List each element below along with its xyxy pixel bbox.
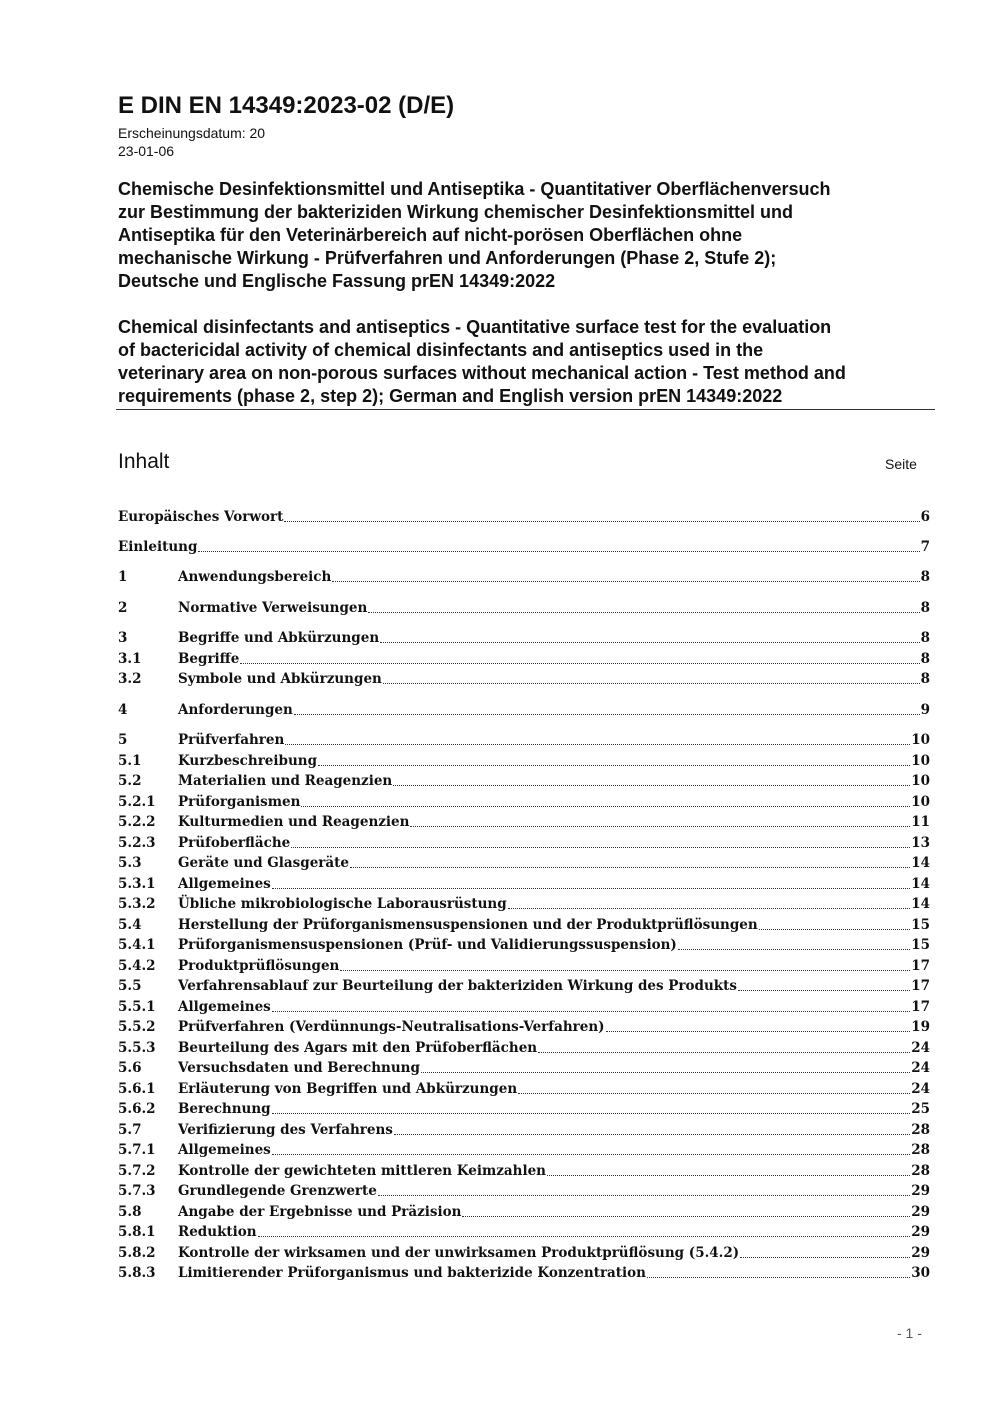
footer-page-number: - 1 - bbox=[897, 1325, 922, 1341]
publication-date-line-1: Erscheinungsdatum: 20 bbox=[118, 125, 266, 141]
toc-entry[interactable] bbox=[118, 1079, 930, 1099]
toc-dot-leader bbox=[410, 826, 910, 827]
title-divider bbox=[116, 409, 935, 410]
toc-dot-leader bbox=[332, 581, 919, 582]
toc-entry-number: 5.7.2 bbox=[118, 1163, 156, 1179]
toc-entry-page: 29 bbox=[911, 1204, 930, 1220]
toc-entry[interactable] bbox=[118, 874, 930, 894]
toc-entry[interactable] bbox=[118, 700, 930, 720]
toc-entry-title: Prüfverfahren bbox=[178, 732, 285, 748]
toc-entry-page: 24 bbox=[911, 1040, 930, 1056]
toc-entry-page: 17 bbox=[911, 978, 930, 994]
toc-entry-number: 1 bbox=[118, 569, 128, 585]
toc-entry-title: Verfahrensablauf zur Beurteilung der bakteriziden Wirkung des Produkts bbox=[178, 978, 737, 994]
toc-entry-page: 15 bbox=[911, 917, 930, 933]
toc-entry[interactable] bbox=[118, 1243, 930, 1263]
toc-entry[interactable] bbox=[118, 915, 930, 935]
toc-entry-number: 5.7 bbox=[118, 1122, 142, 1138]
toc-entry-title: Allgemeines bbox=[178, 876, 271, 892]
toc-entry-number: 4 bbox=[118, 702, 128, 718]
toc-entry-title: Begriffe und Abkürzungen bbox=[178, 630, 380, 646]
toc-entry-page: 10 bbox=[911, 753, 930, 769]
toc-entry-number: 5.3.2 bbox=[118, 896, 156, 912]
toc-entry[interactable] bbox=[118, 956, 930, 976]
toc-entry-title: Angabe der Ergebnisse und Präzision bbox=[178, 1204, 462, 1220]
toc-dot-leader bbox=[421, 1072, 910, 1073]
toc-entry-page: 28 bbox=[911, 1142, 930, 1158]
toc-entry-number: 5.6.2 bbox=[118, 1101, 156, 1117]
toc-entry-page: 8 bbox=[920, 671, 930, 687]
title-german: Chemische Desinfektionsmittel und Antiseptika - Quantitativer Oberflächenversuch zur Bestimmung der bakteriziden Wirkung chemischer Desinfektionsmittel und Antiseptika für den Veterinärbereich auf nicht-porösen Oberflächen ohne mechanische Wirkung - Prüfverfahren und Anforderungen (Phase 2, Stufe 2); Deutsche und Englische Fassung prEN 14349:2022 bbox=[118, 179, 831, 291]
toc-entry-title: Kulturmedien und Reagenzien bbox=[178, 814, 410, 830]
toc-entry-number: 2 bbox=[118, 600, 128, 616]
toc-entry-page: 14 bbox=[911, 896, 930, 912]
title-english: Chemical disinfectants and antiseptics - Quantitative surface test for the evaluation of bactericidal activity of chemical disinfectants and antiseptics used in the veterinary area on non-porous surfaces without mechanical action - Test method and requirements (phase 2, step 2); German and English version prEN 14349:2022 bbox=[118, 317, 846, 406]
toc-entry-title: Anwendungsbereich bbox=[178, 569, 332, 585]
toc-dot-leader bbox=[678, 949, 910, 950]
toc-dot-leader bbox=[547, 1175, 910, 1176]
toc-entry-title: Kurzbeschreibung bbox=[178, 753, 318, 769]
toc-dot-leader bbox=[240, 663, 919, 664]
toc-entry-page: 8 bbox=[920, 651, 930, 667]
toc-entry-title: Geräte und Glasgeräte bbox=[178, 855, 349, 871]
toc-entry[interactable] bbox=[118, 935, 930, 955]
toc-dot-leader bbox=[318, 765, 910, 766]
toc-dot-leader bbox=[272, 1011, 910, 1012]
toc-entry-number: 5.2.1 bbox=[118, 794, 156, 810]
toc-entry[interactable] bbox=[118, 792, 930, 812]
toc-entry-page: 8 bbox=[920, 569, 930, 585]
toc-entry[interactable] bbox=[118, 567, 930, 587]
toc-entry-page: 10 bbox=[911, 732, 930, 748]
toc-entry[interactable] bbox=[118, 669, 930, 689]
toc-entry-number: 5.5 bbox=[118, 978, 142, 994]
toc-dot-leader bbox=[740, 1257, 910, 1258]
toc-entry-number: 5.2.3 bbox=[118, 835, 156, 851]
toc-entry[interactable] bbox=[118, 1120, 930, 1140]
toc-dot-leader bbox=[291, 847, 910, 848]
toc-entry-page: 29 bbox=[911, 1245, 930, 1261]
toc-entry[interactable] bbox=[118, 598, 930, 618]
toc-dot-leader bbox=[538, 1052, 910, 1053]
toc-entry-title: Erläuterung von Begriffen und Abkürzungen bbox=[178, 1081, 518, 1097]
toc-entry-page: 24 bbox=[911, 1060, 930, 1076]
toc-entry-title: Kontrolle der gewichteten mittleren Keimzahlen bbox=[178, 1163, 546, 1179]
toc-entry[interactable] bbox=[118, 751, 930, 771]
toc-entry-page: 25 bbox=[911, 1101, 930, 1117]
toc-dot-leader bbox=[301, 806, 910, 807]
toc-entry-title: Europäisches Vorwort bbox=[118, 509, 284, 525]
toc-entry[interactable] bbox=[118, 1181, 930, 1201]
toc-entry-number: 5.4.2 bbox=[118, 958, 156, 974]
toc-entry-page: 10 bbox=[911, 773, 930, 789]
toc-dot-leader bbox=[380, 642, 919, 643]
toc-dot-leader bbox=[518, 1093, 910, 1094]
toc-dot-leader bbox=[285, 744, 910, 745]
toc-entry-page: 17 bbox=[911, 999, 930, 1015]
toc-entry[interactable] bbox=[118, 853, 930, 873]
toc-dot-leader bbox=[272, 1154, 910, 1155]
toc-dot-leader bbox=[738, 990, 910, 991]
toc-entry-page: 17 bbox=[911, 958, 930, 974]
toc-entry-number: 5.4.1 bbox=[118, 937, 156, 953]
toc-dot-leader bbox=[294, 714, 920, 715]
toc-entry-title: Allgemeines bbox=[178, 999, 271, 1015]
toc-entry[interactable] bbox=[118, 1263, 930, 1283]
toc-entry-title: Prüforganismensuspensionen (Prüf- und Validierungssuspension) bbox=[178, 937, 677, 953]
toc-entry-number: 3.1 bbox=[118, 651, 142, 667]
toc-entry-title: Berechnung bbox=[178, 1101, 271, 1117]
toc-entry-title: Allgemeines bbox=[178, 1142, 271, 1158]
toc-entry[interactable] bbox=[118, 1222, 930, 1242]
toc-dot-leader bbox=[198, 551, 919, 552]
toc-entry-title: Limitierender Prüforganismus und bakterizide Konzentration bbox=[178, 1265, 646, 1281]
toc-entry-page: 9 bbox=[920, 702, 930, 718]
toc-dot-leader bbox=[284, 521, 919, 522]
toc-entry-number: 5.5.3 bbox=[118, 1040, 156, 1056]
toc-dot-leader bbox=[606, 1031, 911, 1032]
toc-entry-page: 10 bbox=[911, 794, 930, 810]
toc-entry-title: Grundlegende Grenzwerte bbox=[178, 1183, 377, 1199]
toc-entry[interactable] bbox=[118, 1058, 930, 1078]
toc-entry-page: 15 bbox=[911, 937, 930, 953]
toc-entry-number: 5.8.1 bbox=[118, 1224, 156, 1240]
toc-dot-leader bbox=[350, 867, 910, 868]
toc-entry-title: Anforderungen bbox=[178, 702, 293, 718]
toc-entry-number: 3 bbox=[118, 630, 128, 646]
toc-entry-number: 5.5.1 bbox=[118, 999, 156, 1015]
toc-entry[interactable] bbox=[118, 730, 930, 750]
toc-entry-page: 6 bbox=[920, 509, 930, 525]
toc-entry[interactable] bbox=[118, 833, 930, 853]
toc-entry-page: 14 bbox=[911, 855, 930, 871]
toc-dot-leader bbox=[394, 1134, 910, 1135]
toc-entry-number: 5.6.1 bbox=[118, 1081, 156, 1097]
toc-entry-page: 28 bbox=[911, 1163, 930, 1179]
toc-entry-number: 5.8 bbox=[118, 1204, 142, 1220]
publication-date-line-2: 23-01-06 bbox=[118, 143, 175, 159]
toc-entry[interactable] bbox=[118, 1017, 930, 1037]
toc-entry[interactable] bbox=[118, 1140, 930, 1160]
toc-dot-leader bbox=[272, 1113, 911, 1114]
toc-entry-number: 5.2 bbox=[118, 773, 142, 789]
toc-entry-title: Prüfoberfläche bbox=[178, 835, 291, 851]
toc-entry-number: 5.3 bbox=[118, 855, 142, 871]
toc-dot-leader bbox=[368, 612, 919, 613]
toc-entry[interactable] bbox=[118, 812, 930, 832]
toc-entry-number: 5.7.3 bbox=[118, 1183, 156, 1199]
toc-dot-leader bbox=[759, 929, 911, 930]
toc-entry[interactable] bbox=[118, 997, 930, 1017]
toc-dot-leader bbox=[258, 1236, 911, 1237]
toc-dot-leader bbox=[462, 1216, 910, 1217]
toc-entry[interactable] bbox=[118, 537, 930, 557]
toc-entry-title: Normative Verweisungen bbox=[178, 600, 368, 616]
toc-dot-leader bbox=[508, 908, 911, 909]
toc-dot-leader bbox=[383, 683, 920, 684]
toc-entry-number: 5.1 bbox=[118, 753, 142, 769]
toc-page-column-label: Seite bbox=[885, 456, 917, 472]
toc-entry-title: Versuchsdaten und Berechnung bbox=[178, 1060, 420, 1076]
toc-entry-number: 5.7.1 bbox=[118, 1142, 156, 1158]
toc-entry-page: 8 bbox=[920, 600, 930, 616]
toc-entry-number: 5 bbox=[118, 732, 128, 748]
toc-entry-title: Produktprüflösungen bbox=[178, 958, 340, 974]
toc-dot-leader bbox=[378, 1195, 910, 1196]
toc-entry-number: 5.4 bbox=[118, 917, 142, 933]
toc-entry-title: Reduktion bbox=[178, 1224, 257, 1240]
publication-date bbox=[118, 124, 265, 160]
toc-entry-title: Prüforganismen bbox=[178, 794, 301, 810]
toc-entry-page: 13 bbox=[911, 835, 930, 851]
toc-entry-page: 11 bbox=[911, 814, 930, 830]
toc-dot-leader bbox=[393, 785, 910, 786]
toc-entry-number: 3.2 bbox=[118, 671, 142, 687]
toc-entry[interactable] bbox=[118, 1161, 930, 1181]
toc-entry[interactable] bbox=[118, 1099, 930, 1119]
toc-entry-title: Einleitung bbox=[118, 539, 198, 555]
toc-entry[interactable] bbox=[118, 628, 930, 648]
toc-entry-title: Symbole und Abkürzungen bbox=[178, 671, 382, 687]
toc-entry-number: 5.6 bbox=[118, 1060, 142, 1076]
toc-heading: Inhalt bbox=[118, 450, 170, 473]
toc-entry-number: 5.8.3 bbox=[118, 1265, 156, 1281]
toc-entry[interactable] bbox=[118, 1202, 930, 1222]
toc-entry[interactable] bbox=[118, 894, 930, 914]
toc-entry-number: 5.2.2 bbox=[118, 814, 156, 830]
toc-entry[interactable] bbox=[118, 649, 930, 669]
toc-dot-leader bbox=[647, 1277, 910, 1278]
toc-entry[interactable] bbox=[118, 1038, 930, 1058]
toc-entry-page: 30 bbox=[911, 1265, 930, 1281]
toc-entry-page: 7 bbox=[920, 539, 930, 555]
toc-dot-leader bbox=[272, 888, 910, 889]
toc-entry-title: Kontrolle der wirksamen und der unwirksamen Produktprüflösung (5.4.2) bbox=[178, 1245, 740, 1261]
toc-entry-title: Materialien und Reagenzien bbox=[178, 773, 393, 789]
toc-entry-page: 28 bbox=[911, 1122, 930, 1138]
toc-entry-title: Herstellung der Prüforganismensuspensionen und der Produktprüflösungen bbox=[178, 917, 758, 933]
toc-entry-page: 29 bbox=[911, 1183, 930, 1199]
document-id: E DIN EN 14349:2023-02 (D/E) bbox=[118, 92, 455, 119]
toc-entry-title: Verifizierung des Verfahrens bbox=[178, 1122, 393, 1138]
toc-entry-number: 5.5.2 bbox=[118, 1019, 156, 1035]
toc-entry[interactable] bbox=[118, 771, 930, 791]
toc-entry-title: Übliche mikrobiologische Laborausrüstung bbox=[178, 896, 507, 912]
toc-entry[interactable] bbox=[118, 507, 930, 527]
toc-entry-title: Beurteilung des Agars mit den Prüfoberflächen bbox=[178, 1040, 538, 1056]
toc-dot-leader bbox=[340, 970, 910, 971]
toc-entry-page: 19 bbox=[911, 1019, 930, 1035]
toc-entry-title: Prüfverfahren (Verdünnungs-Neutralisations-Verfahren) bbox=[178, 1019, 605, 1035]
toc-entry-page: 8 bbox=[920, 630, 930, 646]
toc-entry-number: 5.8.2 bbox=[118, 1245, 156, 1261]
toc-entry-number: 5.3.1 bbox=[118, 876, 156, 892]
toc-entry-page: 14 bbox=[911, 876, 930, 892]
toc-entry-page: 29 bbox=[911, 1224, 930, 1240]
toc-entry-title: Begriffe bbox=[178, 651, 240, 667]
toc-entry[interactable] bbox=[118, 976, 930, 996]
toc-entry-page: 24 bbox=[911, 1081, 930, 1097]
